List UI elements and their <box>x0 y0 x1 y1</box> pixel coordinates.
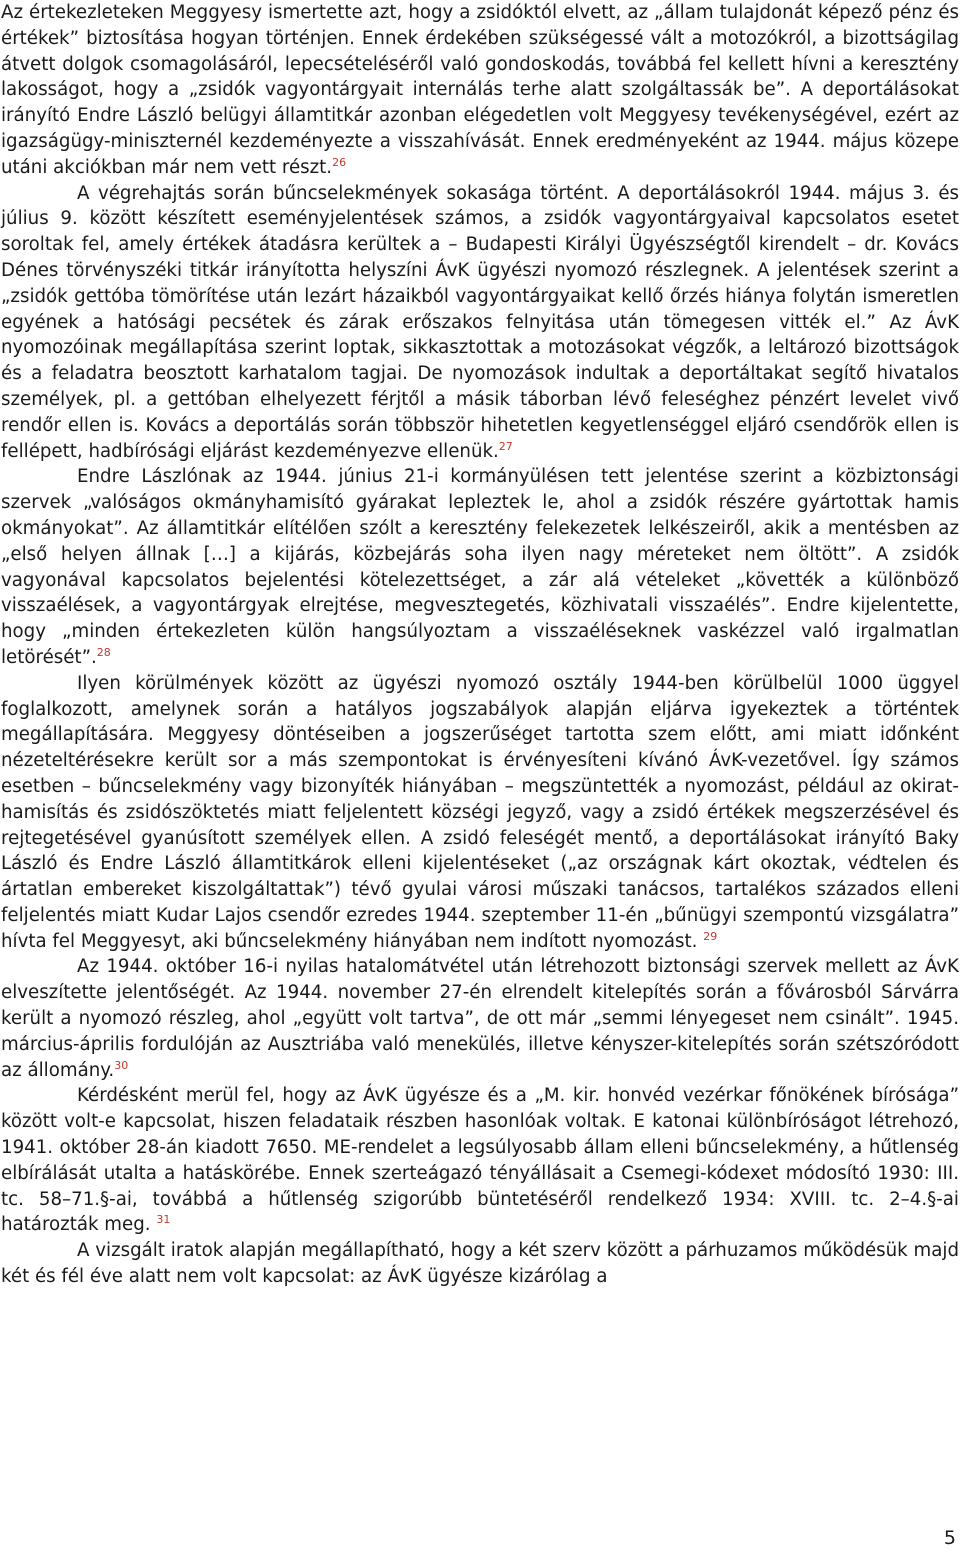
page-number: 5 <box>943 1527 956 1549</box>
footnote-ref-31[interactable]: 31 <box>156 1213 171 1227</box>
paragraph-7: A vizsgált iratok alapján megállapítható, hogy a két szerv között a párhuzamos működésük majd két és fél éve alatt nem volt kapcsolat: az ÁvK ügyésze kizárólag a <box>1 1240 959 1288</box>
paragraph-5: Az 1944. október 16-i nyilas hatalomátvétel után létrehozott biztonsági szervek mellett az ÁvK elveszítette jelentőségét. Az 1944. november 27-én elrendelt kitelepítés során a fővárosból Sárvárra került a nyomozó részleg, ahol „együtt volt tartva”, de ott már „semmi lényegeset nem csinált”. 1945. március-április fordulóján az Ausztriába való menekülés, illetve kényszer-kitelepítés során szétszóródott az állomány.$^{30}$ <box>1 956 959 1081</box>
paragraph-2: A végrehajtás során bűncselekmények sokasága történt. A deportálásokról 1944. május 3. és július 9. között készített eseményjelentések számos, a zsidók vagyontárgyaival kapcsolatos esetet soroltak fel, amely értékek átadásra kerültek a – Budapesti Királyi Ügyészségtől kirendelt – dr. Kovács Dénes törvényszéki titkár irányította helyszíni ÁvK ügyészi nyomozó részlegnek. A jelentések szerint a „zsidók gettóba tömörítése után lezárt házaikból vagyontárgyaikat kellő őrzés hiánya folytán ismeretlen egyének a hatósági pecsétek és zárak erőszakos felnyitása után tömegesen vitték el.” Az ÁvK nyomozóinak megállapítása szerint loptak, sikkasztottak a motozásokat végzők, a leltározó bizottságok és a feladatra beosztott karhatalom tagjai. De nyomozások indultak a deportáltakat segítő hivatalos személyek, pl. a gettóban elhelyezett férjtől a másik táborban lévő feleséghez pénzért levelet vivő rendőr ellen is. Kovács a deportálás során többször hihetetlen kegyetlenséggel eljáró csendőrök ellen is fellépett, hadbírósági eljárást kezdeményezve ellenük.$^{27}$ <box>1 182 959 462</box>
paragraph-6: Kérdésként merül fel, hogy az ÁvK ügyésze és a „M. kir. honvéd vezérkar főnökének bírósága” között volt-e kapcsolat, hiszen feladataik részben hasonlóak voltak. E katonai különbíróságot létrehozó, 1941. október 28-án kiadott 7650. ME-rendelet a legsúlyosabb állam elleni bűncselekmény, a hűtlenség elbírálását utalta a hatáskörébe. Ennek szerteágazó tényállásait a Csemegi-kódexet módosító 1930: III. tc. 58–71.§-ai, továbbá a hűtlenség szigorúbb büntetéséről rendelkező 1934: XVIII. tc. 2–4.§-ai határozták meg. $^{31}$ <box>1 1085 959 1236</box>
footnote-ref-28[interactable]: 28 <box>96 645 111 659</box>
footnote-ref-30[interactable]: 30 <box>114 1058 129 1072</box>
footnote-ref-29[interactable]: 29 <box>703 929 718 943</box>
paragraph-4: Ilyen körülmények között az ügyészi nyomozó osztály 1944-ben körülbelül 1000 üggyel foglalkozott, amelynek során a hatályos jogszabályok alapján eljárva igyekeztek a történtek megállapítására. Meggyesy döntéseiben a jogszerűséget tartotta szem előtt, ami miatt időnként nézeteltérésekre került sor a más szempontokat is érvényesíteni kívánó ÁvK-vezetővel. Így számos esetben – bűncselekmény vagy bizonyíték hiányában – megszüntették a nyomozást, például az okirat-hamisítás és zsidószöktetés miatt feljelentett községi jegyző, vagy a zsidó értékek megszerzésével és rejtegetésével gyanúsított személyek ellen. A zsidó feleségét mentő, a deportálásokat irányító Baky László és Endre László államtitkárok elleni kijelentéseket („az országnak kárt okoztak, védtelen és ártatlan embereket kiszolgáltattak”) tévő gyulai városi műszaki tanácsos, tartalékos százados elleni feljelentés miatt Kudar Lajos csendőr ezredes 1944. szeptember 11-én „bűnügyi szempontú vizsgálatra” hívta fel Meggyesyt, aki bűncselekmény hiányában nem indított nyomozást. $^{29}$ <box>1 672 959 952</box>
footnote-ref-27[interactable]: 27 <box>498 439 513 453</box>
paragraph-1: Az értekezleteken Meggyesy ismertette azt, hogy a zsidóktól elvett, az „állam tulajdonát képező pénz és értékek” biztosítása hogyan történjen. Ennek érdekében szükségessé vált a motozókról, a bizottságilag átvett dolgok csomagolásáról, lepecsételéséről való gondoskodás, továbbá fel kellett hívni a keresztény lakosságot, hogy a „zsidók vagyontárgyait internálás terhe alatt szolgáltassák be”. A deportálásokat irányító Endre László belügyi államtitkár azonban elégedetlen volt Meggyesy tevékenységével, ezért az igazságügy-miniszternél kezdeményezte a visszahívását. Ennek eredményeként az 1944. május közepe utáni akciókban már nem vett részt.$^{26}$ <box>1 2 959 178</box>
paragraph-3: Endre Lászlónak az 1944. június 21-i kormányülésen tett jelentése szerint a közbiztonsági szervek „valóságos okmányhamisító gyárakat lepleztek le, ahol a zsidók részére gyártottak hamis okmányokat”. Az államtitkár elítélően szólt a keresztény felekezetek lelkészeiről, akik a mentésben az „első helyen állnak […] a kijárás, közbejárás soha ilyen nagy méreteket nem öltött”. A zsidók vagyonával kapcsolatos bejelentési kötelezettséget, a zár alá vételeket „követték a különböző visszaélések, a vagyontárgyak elrejtése, megvesztegetés, közhivatali visszaélés”. Endre kijelentette, hogy „minden értekezleten külön hangsúlyoztam a visszaéléseknek vaskézzel való irgalmatlan letörését”.$^{28}$ <box>1 466 959 668</box>
footnote-ref-26[interactable]: 26 <box>332 155 347 169</box>
